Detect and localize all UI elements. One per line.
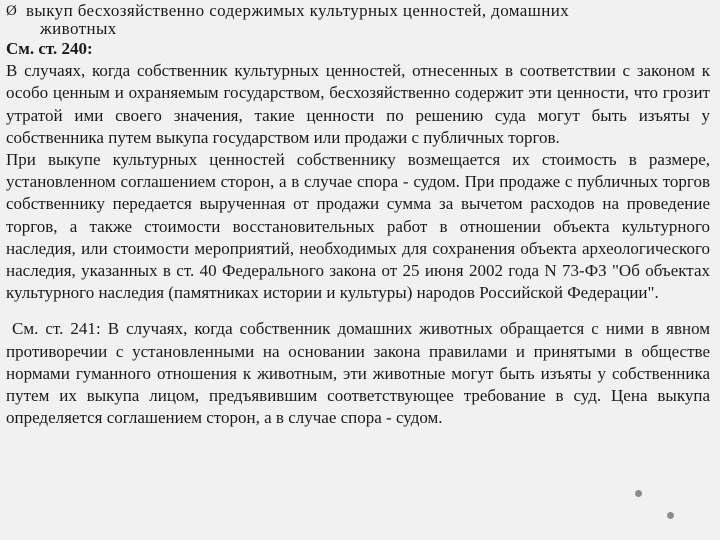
slide-content [6,2,710,429]
arrow-bullet-icon: Ø [6,3,17,19]
slide-heading [6,2,710,38]
article-240-paragraph-2: При выкупе культурных ценностей собственнику возмещается их стоимость в размере, установленном соглашением сторон, а в случае спора - судом. При продаже с публичных торгов собственнику передается вырученная от продажи сумма за вычетом расходов на проведение торгов, а также стоимости восстановительных работ в отношении объекта культурного наследия, или стоимости мероприятий, необходимых для сохранения объекта археологического наследия, указанных в ст. 40 Федерального закона от 25 июня 2002 года N 73-ФЗ "Об объектах культурного наследия (памятниках истории и культуры) народов Российской Федерации". [6,150,710,303]
article-241-text: : В случаях, когда собственник домашних животных обращается с ними в явном противоречии с установленными на основании закона правилами и принятыми в обществе нормами гуманного отношения к животным, эти животные могут быть изъяты у собственника путем их выкупа лицом, предъявившим соответствующее требование в суд. Цена выкупа определяется соглашением сторон, а в случае спора - судом. [6,319,710,428]
article-240-ref: См. ст. 240: [6,39,93,58]
decorative-dot [635,490,642,497]
heading-line-2: животных [40,19,117,38]
heading-text [26,2,569,38]
article-241-paragraph [6,318,710,429]
article-240-paragraph-1: В случаях, когда собственник культурных ценностей, отнесенных в соответствии с законом к особо ценным и охраняемым государством, бесхозяйственно содержит эти ценности, что грозит утратой ими своего значения, такие ценности по решению суда могут быть изъяты у собственника путем выкупа государством или продажи с публичных торгов. [6,61,710,147]
heading-line-1: выкуп бесхозяйственно содержимых культурных ценностей, домашних [26,1,570,20]
decorative-dot [667,512,674,519]
article-241-ref: См. ст. 241 [12,319,96,339]
